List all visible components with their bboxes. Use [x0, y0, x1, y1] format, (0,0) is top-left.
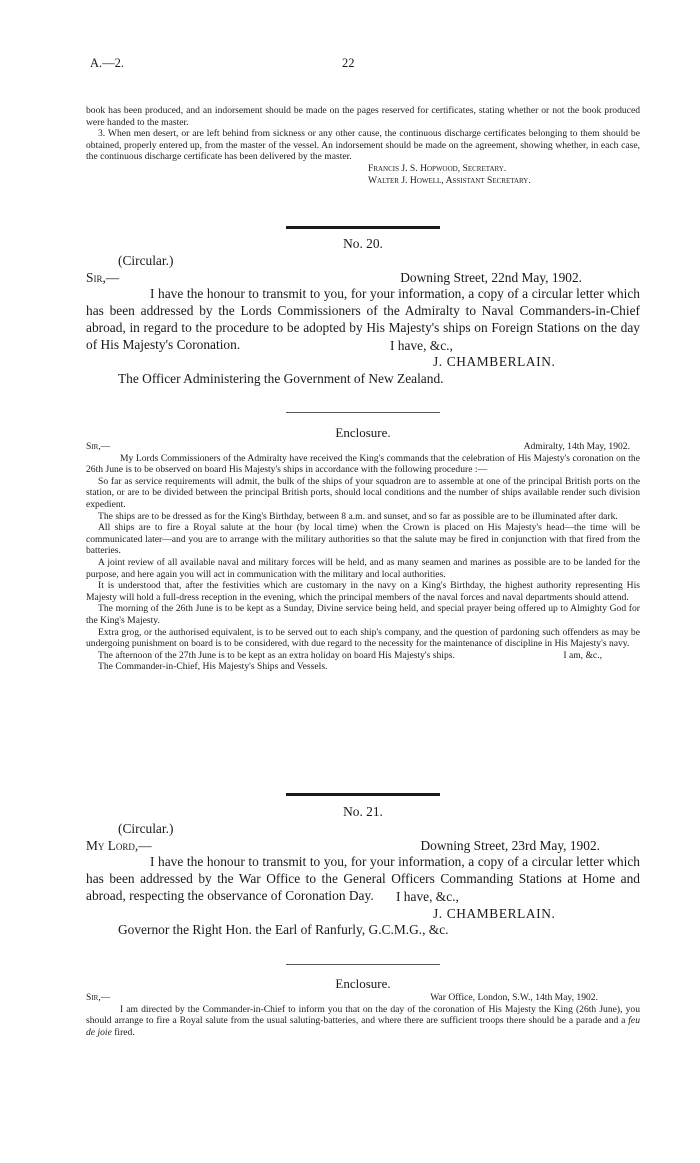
place-date: Downing Street, 23rd May, 1902. [420, 837, 600, 853]
enclosure-title: Enclosure. [335, 425, 391, 440]
letter-no-20 [86, 236, 640, 388]
paragraph: The ships are to be dressed as for the King's Birthday, between 8 a.m. and sunset, and so far as possible are to be illuminated after dark. [98, 510, 618, 522]
circular-label: (Circular.) [118, 252, 174, 268]
addressee: The Officer Administering the Government of New Zealand. [118, 371, 444, 387]
letter-body: I have the honour to transmit to you, for your information, a copy of a circular letter which has been addressed by the Lords Commissioners of the Admiralty to Naval Commanders-in-Chief abroad, in regard to the procedure to be adopted by His Majesty's ships on Foreign Stations on the day of His Majesty's Coronation. [86, 286, 640, 352]
signature: J. CHAMBERLAIN. [433, 354, 556, 370]
signature: J. CHAMBERLAIN. [433, 905, 556, 921]
enclosure-admiralty [86, 424, 640, 673]
letter-body: I have the honour to transmit to you, for your information, a copy of a circular letter which has been addressed by the War Office to the General Officers Commanding Stations at Home and abroad, respecting the observance of Coronation Day. [86, 854, 640, 903]
salutation: Sir,— [86, 269, 120, 285]
addressee: Governor the Right Hon. the Earl of Ranfurly, G.C.M.G., &c. [118, 922, 449, 938]
signature-secretary: Francis J. S. Hopwood, Secretary. [368, 162, 507, 174]
paragraph: All ships are to fire a Royal salute at the hour (by local time) when the Crown is placed on His Majesty's head—the time will be communicated later—and you are to arrange with the military authorities so that the salute may be fired in conjunction with that fired from the batteries. [86, 522, 640, 557]
document-code: A.—2. [90, 56, 125, 70]
salutation-row [86, 838, 640, 855]
paragraph: So far as service requirements will admit, the bulk of the ships of your squadron are to assemble at one of the principal British ports on the station, or are to be divided between the principal British ports, should local conditions and the number of ships available render such division expedient. [86, 475, 640, 510]
paragraph: I am directed by the Commander-in-Chief to inform you that on the day of the coronation of His Majesty the King (26th June), you should arrange to fire a Royal salute from the usual saluting-batteries, and where there are sufficient troops there should be a parade and a feu de joie fired. [86, 1003, 640, 1038]
page-header [86, 56, 640, 72]
paragraph: The morning of the 26th June is to be kept as a Sunday, Divine service being held, and special prayer being offered up to Almighty God for the King's Majesty. [86, 603, 640, 626]
paragraph: book has been produced, and an indorsement should be made on the pages reserved for certificates, stating whether or not the book produced were handed to the master. [86, 105, 640, 128]
continuation-block [86, 105, 640, 186]
enclosure-war-office [86, 975, 640, 1038]
paragraph: A joint review of all available naval and military forces will be held, and as many seamen and marines as possible are to be landed for the purpose, and here again you will act in communication with the military and local authorities. [86, 556, 640, 580]
salutation: My Lord,— [86, 837, 152, 853]
paragraph: My Lords Commissioners of the Admiralty have received the King's commands that the celebration of His Majesty's coronation on the 26th June is to be observed on board His Majesty's ships in accordance with the following procedure :— [86, 452, 640, 476]
divider-rule [286, 964, 440, 965]
salutation-row [86, 270, 640, 287]
circular-label: (Circular.) [118, 820, 174, 836]
section-rule [286, 793, 440, 796]
place-date: Downing Street, 22nd May, 1902. [400, 269, 582, 285]
paragraph: The afternoon of the 27th June is to be kept as an extra holiday on board His Majesty's ships. I am, &c., [98, 649, 602, 661]
page-number: 22 [342, 56, 355, 70]
addressee: The Commander-in-Chief, His Majesty's Ships and Vessels. [98, 661, 328, 673]
letter-no-21 [86, 804, 640, 939]
closing: I have, &c., [390, 337, 453, 353]
salutation-row [86, 992, 640, 1004]
divider-rule [286, 412, 440, 413]
salutation: Sir,— [86, 441, 111, 452]
letter-number: No. 21. [343, 804, 383, 819]
paragraph: Extra grog, or the authorised equivalent, is to be served out to each ship's company, and the question of pardoning such offenders as may be undergoing punishment on board is to be considered, with due regard to the necessity for the maintenance of discipline in His Majesty's navy. [86, 626, 640, 650]
paragraph: It is understood that, after the festivities which are customary in the navy on a King's Birthday, the highest authority representing His Majesty will hold a full-dress reception in the evening, which the principal members of the naval forces and naval departments should attend. [86, 580, 640, 603]
place-date: War Office, London, S.W., 14th May, 1902. [430, 992, 598, 1003]
enclosure-title: Enclosure. [335, 976, 391, 991]
salutation-row [86, 441, 640, 453]
salutation: Sir,— [86, 992, 111, 1003]
signature-assistant-secretary: Walter J. Howell, Assistant Secretary. [368, 174, 531, 186]
place-date: Admiralty, 14th May, 1902. [523, 441, 630, 452]
paragraph: 3. When men desert, or are left behind from sickness or any other cause, the continuous discharge certificates belonging to them should be obtained, properly entered up, from the master of the vessel. An indorsement should be made on the agreement, showing whether, in each case, the continuous discharge certificate has been delivered by the master. [86, 128, 640, 163]
closing: I have, &c., [396, 888, 459, 904]
letter-number: No. 20. [343, 236, 383, 251]
section-rule [286, 226, 440, 229]
closing: I am, &c., [563, 649, 602, 661]
